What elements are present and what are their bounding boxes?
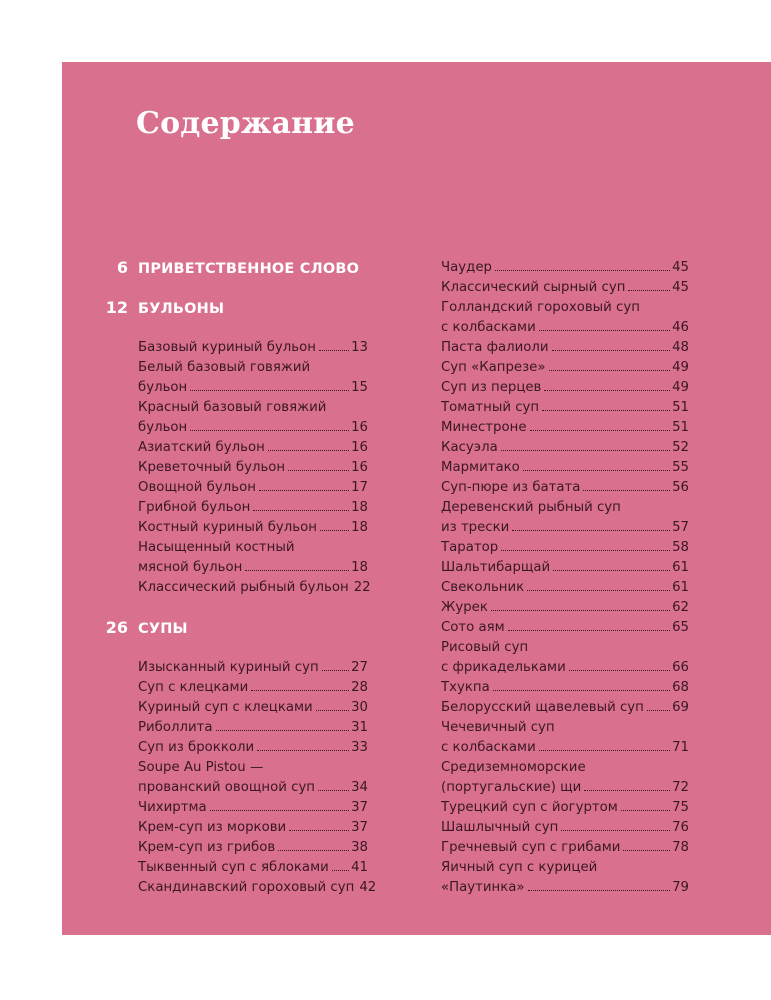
dot-leader (647, 710, 670, 711)
entry-title: Таратор (441, 540, 499, 555)
entry-title-text: Белый базовый говяжий (138, 360, 311, 375)
entry-page-number: 27 (351, 660, 368, 675)
entry-title: с фрикадельками (441, 660, 566, 675)
toc-entry[interactable] (138, 538, 368, 578)
entry-page-number: 22 (353, 580, 371, 595)
toc-entry[interactable] (138, 398, 368, 438)
entry-title: прованский овощной суп (138, 780, 316, 795)
section-title: БУЛЬОНЫ (138, 301, 225, 317)
entry-page-number: 62 (672, 600, 689, 615)
entry-title: Белорусский щавелевый суп (441, 700, 644, 715)
entry-title-text: Насыщенный костный (138, 540, 295, 555)
entry-title: Азиатский бульон (138, 440, 265, 455)
dot-leader (316, 710, 349, 711)
toc-entry[interactable] (441, 578, 689, 598)
entry-title: Классический сырный суп (441, 280, 626, 295)
dot-leader (318, 790, 349, 791)
entry-title: Креветочный бульон (138, 460, 286, 475)
entry-row (441, 878, 689, 898)
entry-title-line (441, 298, 689, 318)
soups-entry-list (138, 658, 377, 898)
entry-title: бульон (138, 420, 188, 435)
dot-leader (288, 470, 349, 471)
entry-title-line (441, 638, 689, 658)
dot-leader (289, 830, 349, 831)
entry-page-number: 17 (351, 480, 368, 495)
entry-row (441, 818, 689, 838)
toc-entry[interactable] (441, 598, 689, 618)
toc-entry[interactable] (441, 638, 689, 678)
entry-title: Шальтибарщай (441, 560, 551, 575)
toc-entry[interactable] (138, 518, 368, 538)
toc-entry[interactable] (138, 658, 368, 678)
entry-page-number: 71 (672, 740, 689, 755)
entry-row (441, 658, 689, 678)
entry-row (138, 658, 368, 678)
entry-title: Паста фалиоли (441, 340, 549, 355)
entry-page-number: 49 (672, 360, 689, 375)
dot-leader (553, 570, 670, 571)
entry-title: Костный куриный бульон (138, 520, 317, 535)
entry-row (441, 798, 689, 818)
entry-title-line (138, 758, 368, 778)
toc-entry[interactable] (138, 678, 368, 698)
entry-title: с колбасками (441, 740, 536, 755)
entry-title: Овощной бульон (138, 480, 256, 495)
entry-row (138, 438, 368, 458)
toc-entry[interactable] (441, 478, 689, 498)
dot-leader (257, 750, 349, 751)
toc-entry[interactable] (441, 418, 689, 438)
entry-title: Шашлычный суп (441, 820, 559, 835)
toc-entry[interactable] (441, 698, 689, 718)
dot-leader (216, 730, 350, 731)
entry-title: Суп-пюре из батата (441, 480, 581, 495)
entry-page-number: 56 (672, 480, 689, 495)
dot-leader (527, 590, 670, 591)
entry-title: Базовый куриный бульон (138, 340, 316, 355)
section-page-number: 6 (116, 258, 128, 277)
entry-title: Тхукпа (441, 680, 490, 695)
dot-leader (528, 890, 671, 891)
toc-entry[interactable] (138, 738, 368, 758)
entry-page-number: 18 (351, 500, 368, 515)
dot-leader (278, 850, 349, 851)
entry-title-line (138, 538, 368, 558)
section-page-number: 12 (105, 298, 128, 317)
toc-entry[interactable] (441, 438, 689, 458)
toc-entry[interactable] (138, 338, 368, 358)
entry-row (441, 838, 689, 858)
entry-title: Минестроне (441, 420, 527, 435)
entry-page-number: 37 (351, 820, 368, 835)
section-broths[interactable] (100, 298, 368, 318)
entry-page-number: 49 (672, 380, 689, 395)
toc-entry[interactable] (138, 858, 368, 878)
entry-title: (португальские) щи (441, 780, 582, 795)
toc-entry[interactable] (138, 718, 368, 738)
entry-page-number: 41 (351, 860, 368, 875)
dot-leader (320, 530, 349, 531)
entry-row (441, 318, 689, 338)
entry-page-number: 38 (351, 840, 368, 855)
entry-title: Куриный суп с клецками (138, 700, 313, 715)
dot-leader (253, 510, 349, 511)
entry-page-number: 68 (672, 680, 689, 695)
entry-page-number: 75 (672, 800, 689, 815)
entry-row (138, 878, 377, 898)
entry-page-number: 16 (351, 440, 368, 455)
entry-title: Чихиртма (138, 800, 207, 815)
entry-page-number: 76 (672, 820, 689, 835)
toc-entry[interactable] (441, 678, 689, 698)
entry-page-number: 55 (672, 460, 689, 475)
entry-title: Риболлита (138, 720, 213, 735)
entry-title: Суп с клецками (138, 680, 249, 695)
entry-title: из трески (441, 520, 510, 535)
entry-row (441, 578, 689, 598)
entry-row (441, 738, 689, 758)
entry-title: Мармитако (441, 460, 520, 475)
toc-entry[interactable] (138, 358, 368, 398)
toc-entry[interactable] (138, 458, 368, 478)
toc-entry[interactable] (138, 438, 368, 458)
toc-entry[interactable] (138, 698, 368, 718)
entry-title: Крем-суп из моркови (138, 820, 287, 835)
entry-page-number: 78 (672, 840, 689, 855)
entry-title: Томатный суп (441, 400, 540, 415)
entry-page-number: 61 (672, 560, 689, 575)
toc-entry[interactable] (441, 858, 689, 898)
entry-row (138, 418, 368, 438)
toc-entry[interactable] (138, 818, 368, 838)
entry-row (441, 698, 689, 718)
toc-entry[interactable] (441, 258, 689, 278)
entry-row (441, 358, 689, 378)
dot-leader (569, 670, 670, 671)
entry-title-text: Деревенский рыбный суп (441, 500, 621, 515)
entry-row (138, 798, 368, 818)
entry-row (441, 678, 689, 698)
entry-row (138, 478, 368, 498)
toc-entry[interactable] (441, 358, 689, 378)
page-title: Содержание (136, 106, 355, 141)
section-title: СУПЫ (138, 621, 188, 637)
toc-entry[interactable] (441, 618, 689, 638)
entry-title: «Паутинка» (441, 880, 525, 895)
entry-page-number: 48 (672, 340, 689, 355)
dot-leader (539, 330, 670, 331)
toc-entry[interactable] (441, 838, 689, 858)
broths-entry-list (138, 338, 371, 598)
entry-page-number: 34 (351, 780, 368, 795)
entry-row (441, 438, 689, 458)
entry-page-number: 16 (351, 460, 368, 475)
entry-title: Журек (441, 600, 488, 615)
entry-row (138, 838, 368, 858)
toc-entry[interactable] (138, 878, 377, 898)
entry-row (138, 338, 368, 358)
entry-title-text: Рисовый суп (441, 640, 529, 655)
toc-entry[interactable] (441, 298, 689, 338)
entry-page-number: 51 (672, 400, 689, 415)
toc-entry[interactable] (441, 458, 689, 478)
dot-leader (539, 750, 670, 751)
dot-leader (544, 390, 670, 391)
dot-leader (190, 430, 349, 431)
entry-page-number: 46 (672, 320, 689, 335)
toc-entry[interactable] (138, 478, 368, 498)
entry-row (138, 378, 368, 398)
toc-entry[interactable] (441, 798, 689, 818)
entry-row (441, 478, 689, 498)
entry-row (441, 398, 689, 418)
entry-row (441, 598, 689, 618)
entry-title: Сото аям (441, 620, 505, 635)
entry-title: Суп «Капрезе» (441, 360, 546, 375)
entry-row (138, 558, 368, 578)
entry-row (441, 518, 689, 538)
entry-title-line (441, 498, 689, 518)
entry-page-number: 13 (351, 340, 368, 355)
entry-title-text: Голландский гороховый суп (441, 300, 640, 315)
section-soups[interactable] (100, 618, 368, 638)
dot-leader (495, 270, 670, 271)
entry-row (138, 498, 368, 518)
entry-row (138, 698, 368, 718)
section-welcome[interactable] (100, 258, 368, 278)
dot-leader (251, 690, 349, 691)
entry-page-number: 31 (351, 720, 368, 735)
entry-page-number: 45 (672, 260, 689, 275)
entry-page-number: 45 (672, 280, 689, 295)
entry-row (441, 618, 689, 638)
entry-title: Грибной бульон (138, 500, 251, 515)
entry-title: Суп из брокколи (138, 740, 255, 755)
toc-entry[interactable] (138, 578, 371, 598)
entry-row (441, 258, 689, 278)
dot-leader (322, 670, 349, 671)
entry-title: Чаудер (441, 260, 492, 275)
toc-entry[interactable] (138, 838, 368, 858)
entry-title-line (441, 718, 689, 738)
entry-title-text: Средиземноморские (441, 760, 586, 775)
entry-title: Турецкий суп с йогуртом (441, 800, 618, 815)
dot-leader (621, 810, 670, 811)
entry-page-number: 69 (672, 700, 689, 715)
entry-row (441, 458, 689, 478)
entry-row (441, 338, 689, 358)
toc-entry[interactable] (441, 498, 689, 538)
entry-title: Классический рыбный бульон (138, 580, 349, 595)
entry-title-line (138, 398, 368, 418)
toc-entry[interactable] (441, 538, 689, 558)
entry-page-number: 37 (351, 800, 368, 815)
dot-leader (542, 410, 670, 411)
entry-row (441, 538, 689, 558)
entry-title-text: Чечевичный суп (441, 720, 555, 735)
entry-row (138, 818, 368, 838)
dot-leader (245, 570, 349, 571)
dot-leader (512, 530, 670, 531)
entry-page-number: 58 (672, 540, 689, 555)
dot-leader (332, 870, 349, 871)
section-page-number: 26 (105, 618, 128, 637)
entry-title-line (441, 758, 689, 778)
entry-title: с колбасками (441, 320, 536, 335)
dot-leader (268, 450, 349, 451)
dot-leader (549, 370, 671, 371)
soups-entry-list-continued (441, 258, 689, 898)
dot-leader (552, 350, 671, 351)
entry-title: Тыквенный суп с яблоками (138, 860, 329, 875)
entry-row (441, 378, 689, 398)
section-title: ПРИВЕТСТВЕННОЕ СЛОВО (138, 261, 360, 277)
dot-leader (584, 790, 670, 791)
entry-page-number: 42 (359, 880, 377, 895)
toc-entry[interactable] (138, 798, 368, 818)
dot-leader (501, 550, 670, 551)
toc-column-right (441, 258, 689, 898)
entry-title: мясной бульон (138, 560, 243, 575)
entry-title: Крем-суп из грибов (138, 840, 276, 855)
toc-entry[interactable] (441, 398, 689, 418)
entry-title: Свекольник (441, 580, 525, 595)
toc-entry[interactable] (138, 498, 368, 518)
dot-leader (210, 810, 349, 811)
entry-page-number: 66 (672, 660, 689, 675)
toc-entry[interactable] (441, 378, 689, 398)
entry-title: Гречневый суп с грибами (441, 840, 621, 855)
entry-row (138, 778, 368, 798)
toc-column-left (100, 258, 377, 898)
entry-row (138, 718, 368, 738)
dot-leader (561, 830, 670, 831)
entry-title-text: Soupe Au Pistou — (138, 760, 264, 775)
dot-leader (628, 290, 670, 291)
dot-leader (530, 430, 671, 431)
entry-page-number: 16 (351, 420, 368, 435)
entry-row (138, 518, 368, 538)
entry-row (138, 738, 368, 758)
entry-page-number: 61 (672, 580, 689, 595)
entry-title: Изысканный куриный суп (138, 660, 319, 675)
entry-row (441, 778, 689, 798)
dot-leader (190, 390, 349, 391)
toc-entry[interactable] (441, 278, 689, 298)
entry-row (138, 678, 368, 698)
entry-page-number: 30 (351, 700, 368, 715)
entry-page-number: 52 (672, 440, 689, 455)
dot-leader (319, 350, 349, 351)
entry-title: бульон (138, 380, 188, 395)
entry-page-number: 57 (672, 520, 689, 535)
dot-leader (501, 450, 670, 451)
entry-page-number: 33 (351, 740, 368, 755)
entry-title: Суп из перцев (441, 380, 542, 395)
entry-page-number: 79 (672, 880, 689, 895)
entry-page-number: 65 (672, 620, 689, 635)
dot-leader (493, 690, 670, 691)
entry-page-number: 28 (351, 680, 368, 695)
entry-title: Касуэла (441, 440, 498, 455)
entry-page-number: 18 (351, 520, 368, 535)
dot-leader (523, 470, 670, 471)
entry-title-text: Красный базовый говяжий (138, 400, 327, 415)
toc-entry[interactable] (441, 558, 689, 578)
entry-row (441, 418, 689, 438)
entry-row (441, 558, 689, 578)
toc-entry[interactable] (441, 338, 689, 358)
entry-title-text: Яичный суп с курицей (441, 860, 598, 875)
entry-page-number: 18 (351, 560, 368, 575)
entry-title-line (138, 358, 368, 378)
dot-leader (623, 850, 670, 851)
dot-leader (259, 490, 349, 491)
entry-title-line (441, 858, 689, 878)
entry-title: Скандинавский гороховый суп (138, 880, 355, 895)
entry-row (138, 578, 371, 598)
entry-row (441, 278, 689, 298)
toc-entry[interactable] (441, 718, 689, 758)
entry-row (138, 858, 368, 878)
toc-entry[interactable] (441, 818, 689, 838)
toc-entry[interactable] (138, 758, 368, 798)
toc-entry[interactable] (441, 758, 689, 798)
dot-leader (583, 490, 670, 491)
entry-page-number: 15 (351, 380, 368, 395)
entry-page-number: 51 (672, 420, 689, 435)
dot-leader (491, 610, 670, 611)
entry-page-number: 72 (672, 780, 689, 795)
dot-leader (508, 630, 670, 631)
entry-row (138, 458, 368, 478)
